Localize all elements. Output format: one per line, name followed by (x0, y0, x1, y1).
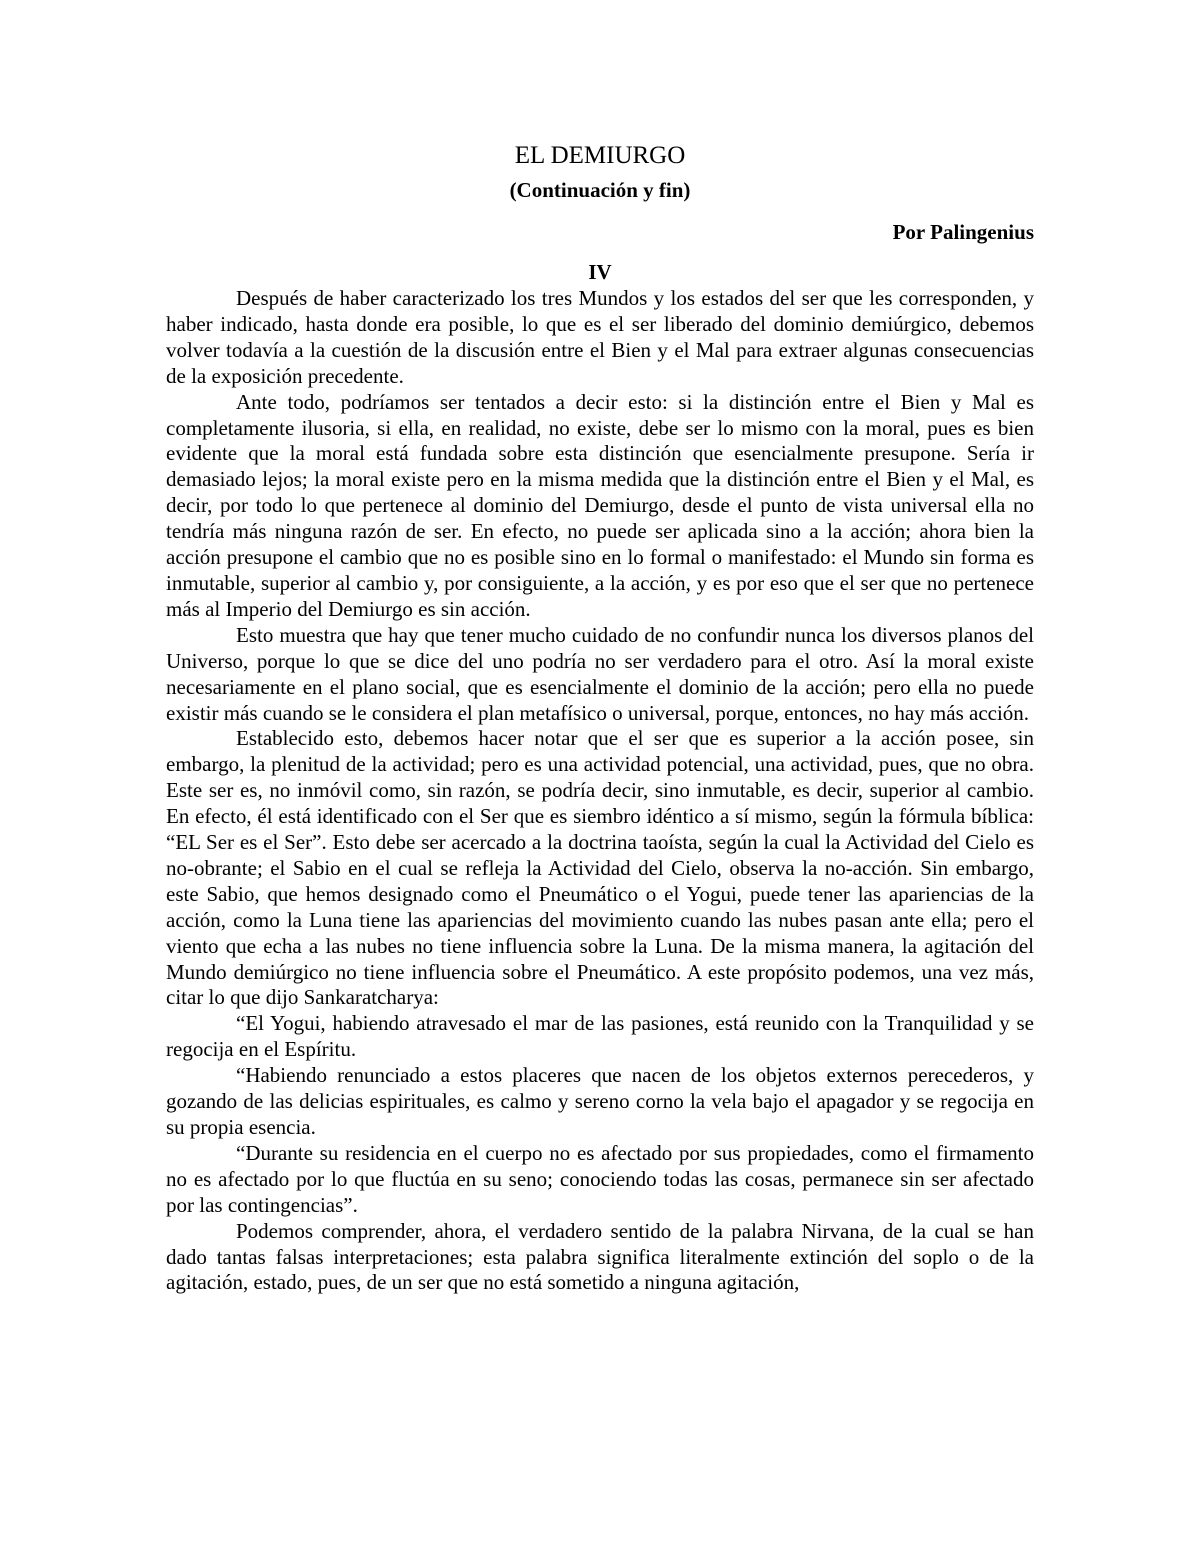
paragraph: Podemos comprender, ahora, el verdadero sentido de la palabra Nirvana, de la cual se han dado tantas falsas interpretaciones; esta palabra significa literalmente extinción del soplo o de la agitación, estado, pues, de un ser que no está sometido a ninguna agitación, (166, 1218, 1034, 1295)
document-page (166, 140, 1034, 1296)
paragraph: Después de haber caracterizado los tres Mundos y los estados del ser que les corresponden, y haber indicado, hasta donde era posible, lo que es el ser liberado del dominio demiúrgico, debemos volver todavía a la cuestión de la discusión entre el Bien y el Mal para extraer algunas consecuencias de la exposición precedente. (166, 286, 1034, 388)
body-text (166, 286, 1034, 1296)
quote-paragraph: “El Yogui, habiendo atravesado el mar de las pasiones, está reunido con la Tranquilidad y se regocija en el Espíritu. (166, 1011, 1034, 1062)
paragraph: Esto muestra que hay que tener mucho cuidado de no confundir nunca los diversos planos del Universo, porque lo que se dice del uno podría no ser verdadero para el otro. Así la moral existe necesariamente en el plano social, que es esencialmente el dominio de la acción; pero ella no puede existir más cuando se le considera el plan metafísico o universal, porque, entonces, no hay más acción. (166, 622, 1034, 725)
quote-paragraph: “Habiendo renunciado a estos placeres que nacen de los objetos externos perecederos, y gozando de las delicias espirituales, es calmo y sereno corno la vela bajo el apagador y se regocija en su propia esencia. (166, 1063, 1034, 1139)
author-byline: Por Palingenius (892, 220, 1034, 244)
paragraph: Establecido esto, debemos hacer notar que el ser que es superior a la acción posee, sin embargo, la plenitud de la actividad; pero es una actividad potencial, una actividad, pues, que no obra. Este ser es, no inmóvil como, sin razón, se podría decir, sino inmutable, es decir, superior al cambio. En efecto, él está identificado con el Ser que es siembro idéntico a sí mismo, según la fórmula bíblica: “EL Ser es el Ser”. Esto debe ser acercado a la doctrina taoísta, según la cual la Actividad del Cielo es no-obrante; el Sabio en el cual se refleja la Actividad del Cielo, observa la no-acción. Sin embargo, este Sabio, que hemos designado como el Pneumático o el Yogui, puede tener las apariencias de la acción, como la Luna tiene las apariencias del movimiento cuando las nubes pasan ante ella; pero el viento que echa a las nubes no tiene influencia sobre la Luna. De la misma manera, la agitación del Mundo demiúrgico no tiene influencia sobre el Pneumático. A este propósito podemos, una vez más, citar lo que dijo Sankaratcharya: (166, 726, 1034, 1010)
paragraph: Ante todo, podríamos ser tentados a decir esto: si la distinción entre el Bien y Mal es completamente ilusoria, si ella, en realidad, no existe, debe ser lo mismo con la moral, pues es bien evidente que la moral está fundada sobre esta distinción que esencialmente presupone. Sería ir demasiado lejos; la moral existe pero en la misma medida que la distinción entre el Bien y el Mal, es decir, por todo lo que pertenece al dominio del Demiurgo, desde el punto de vista universal ella no tendría más ninguna razón de ser. En efecto, no puede ser aplicada sino a la acción; ahora bien la acción presupone el cambio que no es posible sino en lo formal o manifestado: el Mundo sin forma es inmutable, superior al cambio y, por consiguiente, a la acción, y es por eso que el ser que no pertenece más al Imperio del Demiurgo es sin acción. (166, 389, 1034, 621)
page-title: EL DEMIURGO (514, 142, 686, 169)
quote-paragraph: “Durante su residencia en el cuerpo no es afectado por sus propiedades, como el firmamento no es afectado por lo que fluctúa en su seno; conociendo todas las cosas, permanece sin ser afectado por las contingencias”. (166, 1140, 1034, 1217)
subtitle: (Continuación y fin) (509, 178, 691, 202)
section-heading: IV (588, 260, 612, 284)
